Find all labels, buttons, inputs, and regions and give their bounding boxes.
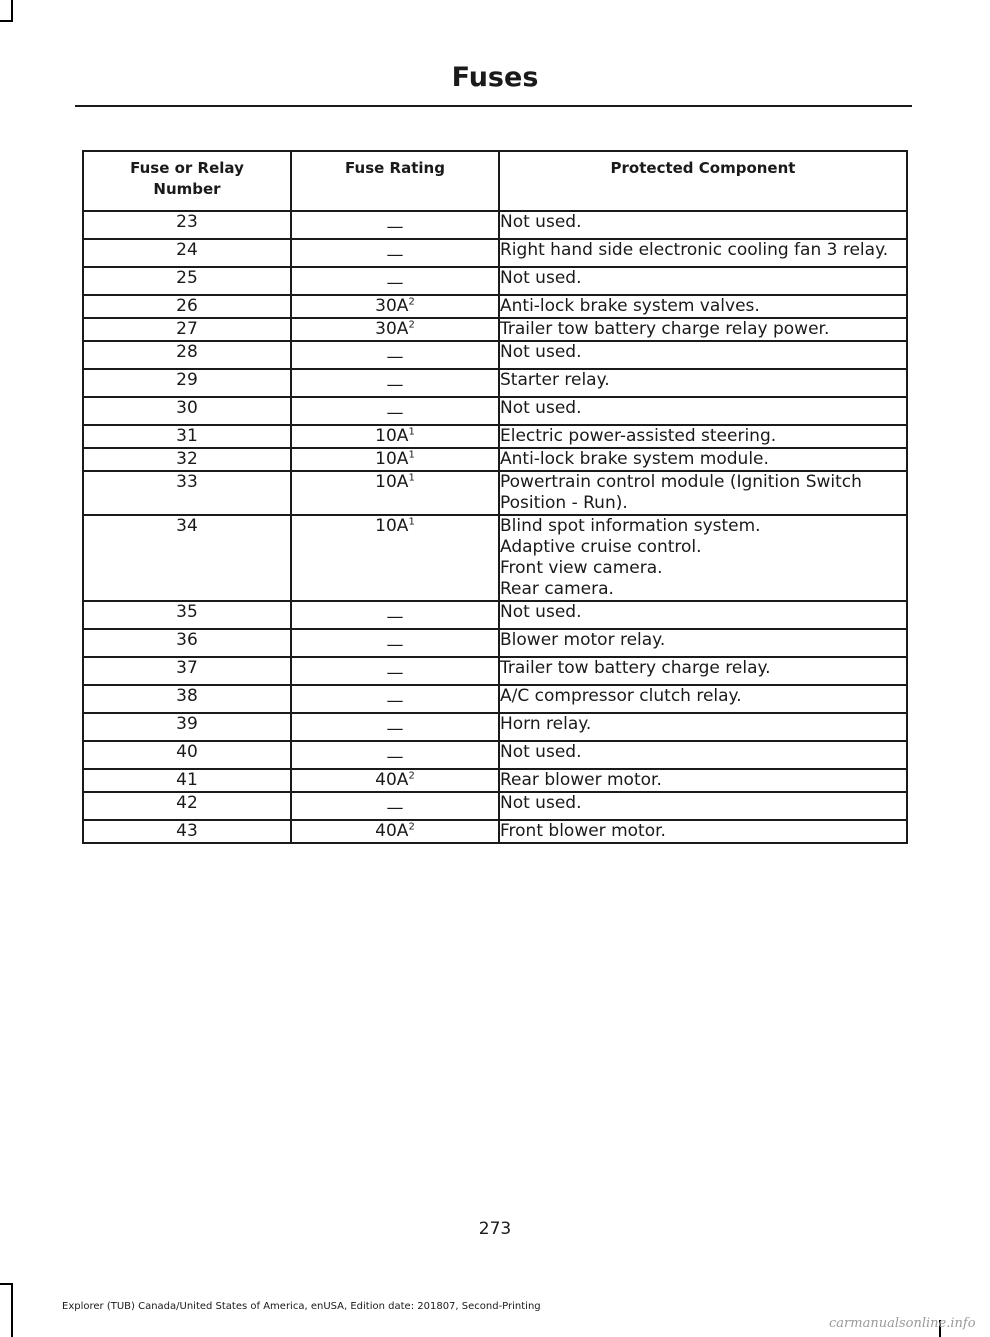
header-divider — [75, 105, 912, 107]
protected-component — [499, 471, 907, 515]
table-row — [83, 211, 907, 239]
table-row — [83, 515, 907, 601]
fuse-rating — [291, 318, 499, 341]
component-line: Rear camera. — [500, 579, 614, 599]
component-line: Electric power-assisted steering. — [500, 426, 777, 446]
fuse-rating-footnote: 1 — [408, 449, 415, 461]
watermark: carmanualsonline.info — [829, 1316, 976, 1331]
component-line: Right hand side electronic cooling fan 3 relay. — [500, 240, 889, 260]
fuse-rating — [291, 515, 499, 601]
fuse-rating — [291, 397, 499, 425]
fuse-number: 31 — [83, 425, 291, 448]
component-line: Powertrain control module (Ignition Switch Position - Run). — [500, 472, 862, 513]
fuse-rating-value: 30A — [375, 296, 409, 316]
fuse-rating — [291, 369, 499, 397]
protected-component — [499, 267, 907, 295]
fuse-rating-value: — — [386, 691, 404, 711]
fuse-rating-value: 40A — [375, 821, 409, 841]
fuse-number: 38 — [83, 685, 291, 713]
protected-component — [499, 397, 907, 425]
fuse-rating-value: — — [386, 375, 404, 395]
table-row — [83, 601, 907, 629]
protected-component — [499, 295, 907, 318]
fuse-number: 41 — [83, 769, 291, 792]
fuse-rating — [291, 267, 499, 295]
table-row — [83, 369, 907, 397]
protected-component — [499, 341, 907, 369]
component-line: Anti-lock brake system valves. — [500, 296, 760, 316]
fuse-rating — [291, 769, 499, 792]
fuse-rating — [291, 713, 499, 741]
fuse-rating-value: — — [386, 347, 404, 367]
crop-mark-top-left — [11, 0, 13, 22]
protected-component — [499, 820, 907, 843]
fuse-rating-value: 10A — [375, 516, 409, 536]
fuse-number: 42 — [83, 792, 291, 820]
fuse-rating — [291, 341, 499, 369]
fuse-number: 24 — [83, 239, 291, 267]
table-row — [83, 397, 907, 425]
fuse-number: 29 — [83, 369, 291, 397]
fuse-rating-value: 10A — [375, 449, 409, 469]
component-line: Front blower motor. — [500, 821, 666, 841]
component-line: Rear blower motor. — [500, 770, 662, 790]
fuse-rating — [291, 820, 499, 843]
fuse-rating — [291, 211, 499, 239]
fuse-rating-value: 30A — [375, 319, 409, 339]
fuse-rating — [291, 448, 499, 471]
fuse-number: 36 — [83, 629, 291, 657]
fuse-rating-value: 10A — [375, 472, 409, 492]
fuse-number: 33 — [83, 471, 291, 515]
protected-component — [499, 239, 907, 267]
crop-mark-bottom-left-h — [0, 1283, 13, 1285]
protected-component — [499, 657, 907, 685]
protected-component — [499, 685, 907, 713]
table-row — [83, 448, 907, 471]
fuse-rating — [291, 601, 499, 629]
table-row — [83, 685, 907, 713]
component-line: Anti-lock brake system module. — [500, 449, 769, 469]
fuse-rating-value: 40A — [375, 770, 409, 790]
component-line: Not used. — [500, 793, 582, 813]
fuse-rating — [291, 295, 499, 318]
fuse-rating-footnote: 2 — [408, 821, 415, 833]
protected-component — [499, 713, 907, 741]
column-header-number: Fuse or Relay Number — [83, 151, 291, 211]
component-line: Not used. — [500, 602, 582, 622]
crop-mark-bottom-left — [11, 1283, 13, 1337]
component-line: Blind spot information system. — [500, 516, 761, 536]
fuse-number: 28 — [83, 341, 291, 369]
table-row — [83, 471, 907, 515]
protected-component — [499, 601, 907, 629]
component-line: Not used. — [500, 398, 582, 418]
protected-component — [499, 515, 907, 601]
protected-component — [499, 741, 907, 769]
component-line: Not used. — [500, 342, 582, 362]
protected-component — [499, 211, 907, 239]
fuse-number: 40 — [83, 741, 291, 769]
page-title: Fuses — [451, 62, 539, 93]
fuse-rating-value: 10A — [375, 426, 409, 446]
column-header-rating: Fuse Rating — [291, 151, 499, 211]
component-line: Trailer tow battery charge relay power. — [500, 319, 830, 339]
fuse-table — [82, 150, 908, 844]
component-line: Not used. — [500, 212, 582, 232]
table-row — [83, 239, 907, 267]
fuse-rating-value: — — [386, 245, 404, 265]
fuse-table-body — [83, 211, 907, 843]
fuse-rating-footnote: 1 — [408, 516, 415, 528]
fuse-rating — [291, 425, 499, 448]
fuse-rating-footnote: 2 — [408, 296, 415, 308]
table-row — [83, 629, 907, 657]
fuse-rating-value: — — [386, 635, 404, 655]
fuse-rating-value: — — [386, 663, 404, 683]
component-line: Starter relay. — [500, 370, 610, 390]
table-row — [83, 295, 907, 318]
table-row — [83, 425, 907, 448]
fuse-rating — [291, 471, 499, 515]
component-line: Trailer tow battery charge relay. — [500, 658, 771, 678]
fuse-rating — [291, 629, 499, 657]
table-row — [83, 741, 907, 769]
fuse-rating-footnote: 1 — [408, 426, 415, 438]
table-row — [83, 820, 907, 843]
fuse-rating-value: — — [386, 798, 404, 818]
table-row — [83, 657, 907, 685]
table-row — [83, 769, 907, 792]
protected-component — [499, 425, 907, 448]
table-row — [83, 713, 907, 741]
component-line: Not used. — [500, 742, 582, 762]
component-line: Horn relay. — [500, 714, 592, 734]
component-line: Not used. — [500, 268, 582, 288]
fuse-rating — [291, 792, 499, 820]
fuse-number: 35 — [83, 601, 291, 629]
fuse-rating-value: — — [386, 273, 404, 293]
fuse-rating-value: — — [386, 217, 404, 237]
fuse-rating-value: — — [386, 403, 404, 423]
fuse-rating — [291, 685, 499, 713]
component-line: Front view camera. — [500, 558, 663, 578]
fuse-rating — [291, 239, 499, 267]
fuse-number: 34 — [83, 515, 291, 601]
fuse-number: 25 — [83, 267, 291, 295]
fuse-rating-value: — — [386, 607, 404, 627]
fuse-number: 43 — [83, 820, 291, 843]
fuse-rating-value: — — [386, 719, 404, 739]
protected-component — [499, 629, 907, 657]
fuse-number: 27 — [83, 318, 291, 341]
fuse-number: 30 — [83, 397, 291, 425]
protected-component — [499, 792, 907, 820]
crop-mark-top-left-h — [0, 20, 13, 22]
fuse-number: 39 — [83, 713, 291, 741]
component-line: A/C compressor clutch relay. — [500, 686, 742, 706]
fuse-number: 32 — [83, 448, 291, 471]
fuse-number: 26 — [83, 295, 291, 318]
fuse-number: 37 — [83, 657, 291, 685]
protected-component — [499, 318, 907, 341]
protected-component — [499, 448, 907, 471]
table-row — [83, 267, 907, 295]
table-row — [83, 341, 907, 369]
protected-component — [499, 369, 907, 397]
fuse-number: 23 — [83, 211, 291, 239]
table-row — [83, 792, 907, 820]
fuse-rating — [291, 741, 499, 769]
fuse-rating-footnote: 2 — [408, 319, 415, 331]
column-header-component: Protected Component — [499, 151, 907, 211]
table-header-row — [83, 151, 907, 211]
fuse-rating-footnote: 2 — [408, 770, 415, 782]
table-row — [83, 318, 907, 341]
fuse-rating-footnote: 1 — [408, 472, 415, 484]
edition-footer: Explorer (TUB) Canada/United States of America, enUSA, Edition date: 201807, Second-Printing — [62, 1301, 541, 1312]
component-line: Adaptive cruise control. — [500, 537, 702, 557]
page-number: 273 — [478, 1219, 512, 1239]
fuse-rating-value: — — [386, 747, 404, 767]
fuse-rating — [291, 657, 499, 685]
protected-component — [499, 769, 907, 792]
component-line: Blower motor relay. — [500, 630, 666, 650]
